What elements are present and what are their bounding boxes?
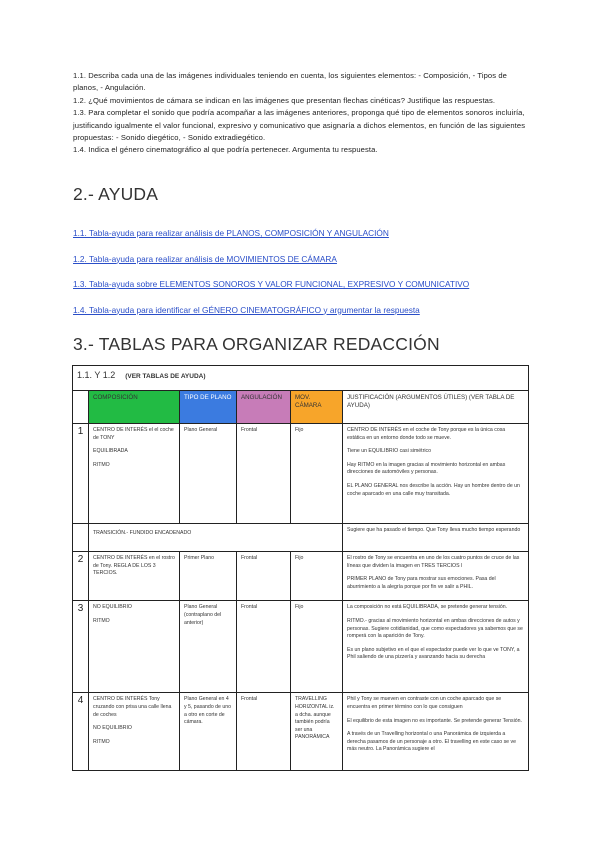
help-link-sonoros[interactable]: 1.3. Tabla-ayuda sobre ELEMENTOS SONOROS Y VALOR FUNCIONAL, EXPRESIVO Y COMUNICATIVO bbox=[73, 279, 470, 289]
cell-composicion bbox=[89, 693, 180, 771]
row-number: 3 bbox=[73, 601, 89, 693]
row-number: 4 bbox=[73, 693, 89, 771]
cell-text: RITMO.- gracias al movimiento horizontal en ambas direcciones de autos y personas. Sugiere cotidianidad, que como espectadores ya sabemos que se romperá con la aparición de Tony. bbox=[347, 617, 523, 640]
header-mov-camara: MOV. CÁMARA bbox=[291, 391, 343, 424]
help-link-genero[interactable]: 1.4. Tabla-ayuda para identificar el GÉNERO CINEMATOGRÁFICO y argumentar la respuesta bbox=[73, 304, 420, 315]
row-number-empty bbox=[73, 524, 89, 552]
instruction-1-1: 1.1. Describa cada una de las imágenes individuales teniendo en cuenta, los siguientes elementos: - Composición, - Tipos de planos, - Angulación. bbox=[73, 71, 508, 93]
cell-text: CENTRO DE INTERÉS Tony cruzando con prisa una calle llena de coches bbox=[93, 696, 172, 718]
cell-angulacion: Frontal bbox=[237, 424, 291, 524]
row-number: 1 bbox=[73, 424, 89, 524]
cell-text: EL PLANO GENERAL nos describe la acción. Hay un hombre dentro de un coche aparcado en una calle muy transitada. bbox=[347, 482, 520, 497]
transition-row bbox=[73, 524, 529, 552]
table-row bbox=[73, 693, 529, 771]
table-row bbox=[73, 552, 529, 601]
cell-angulacion: Frontal bbox=[237, 601, 291, 693]
table-title bbox=[73, 366, 529, 391]
cell-composicion: CENTRO DE INTERÉS en el rostro de Tony. REGLA DE LOS 3 TERCIOS. bbox=[89, 552, 180, 601]
cell-text: PRIMER PLANO de Tony para mostrar sus emociones. Pasa del aburrimiento a la alegría porque por fin ve salir a PHIL. bbox=[347, 576, 496, 590]
cell-text: CENTRO DE INTERÉS en el coche de Tony porque es la única cosa estática en un entorno donde todo se mueve. bbox=[347, 427, 506, 441]
table-row bbox=[73, 601, 529, 693]
header-composicion: COMPOSICIÓN bbox=[89, 391, 180, 424]
cell-text: RITMO bbox=[93, 738, 110, 745]
cell-tipo-plano: Primer Plano bbox=[180, 552, 237, 601]
cell-text: Es un plano subjetivo en el que el espectador puede ver lo que ve TONY, a Phil saliendo de una pizzería y avanzando hacia su derecha bbox=[347, 646, 520, 661]
cell-text: La composición no está EQUILIBRADA, se pretende generar tensión. bbox=[347, 604, 508, 611]
help-link-planos[interactable]: 1.1. Tabla-ayuda para realizar análisis de PLANOS, COMPOSICIÓN Y ANGULACIÓN bbox=[73, 228, 389, 238]
cell-composicion bbox=[89, 424, 180, 524]
cell-text: EQUILIBRADA bbox=[93, 448, 128, 455]
help-links-list bbox=[73, 227, 469, 329]
cell-text: RITMO bbox=[93, 617, 110, 624]
header-angulacion: ANGULACIÓN bbox=[237, 391, 291, 424]
cell-text: NO EQUILIBRIO bbox=[93, 725, 132, 732]
cell-mov-camara: TRAVELLING HORIZONTAL iz. a dcha. aunque también podría ser una PANORÁMICA bbox=[291, 693, 343, 771]
cell-text: A través de un Travelling horizontal o una Panorámica de izquierda a derecha pasamos de un personaje a otro. El travelling en este caso se ve más neutro. La Panorámica sugiere el bbox=[347, 731, 516, 753]
cell-angulacion: Frontal bbox=[237, 693, 291, 771]
help-link-movimientos[interactable]: 1.2. Tabla-ayuda para realizar análisis de MOVIMIENTOS DE CÁMARA bbox=[73, 253, 337, 264]
cell-justificacion: Sugiere que ha pasado el tiempo. Que Tony lleva mucho tiempo esperando bbox=[343, 524, 529, 552]
cell-angulacion: Frontal bbox=[237, 552, 291, 601]
header-justificacion: JUSTIFICACIÓN (ARGUMENTOS ÚTILES) (VER TABLA DE AYUDA) bbox=[343, 391, 529, 424]
section-2-heading: 2.- AYUDA bbox=[73, 184, 159, 204]
section-3-heading: 3.- TABLAS PARA ORGANIZAR REDACCIÓN bbox=[73, 334, 440, 354]
cell-text: Tiene un EQUILIBRIO casi simétrico bbox=[347, 448, 431, 455]
cell-text: Hay RITMO en la imagen gracias al movimiento horizontal en ambas direcciones de automóviles y personas. bbox=[347, 461, 506, 476]
cell-text: El rostro de Tony se encuentra en uno de los cuatro puntos de cruce de las líneas que dividen la imagen en TRES TERCIOS l bbox=[347, 555, 520, 569]
cell-tipo-plano: Plano General (contraplano del anterior) bbox=[180, 601, 237, 693]
header-empty bbox=[73, 391, 89, 424]
cell-composicion bbox=[89, 601, 180, 693]
row-number: 2 bbox=[73, 552, 89, 601]
cell-text: Phil y Tony se mueven en contraste con un coche aparcado que se encuentra en primer término con lo que consiguen bbox=[347, 696, 502, 710]
cell-tipo-plano: Plano General en 4 y 5, pasando de uno a otro en corte de cámara. bbox=[180, 693, 237, 771]
cell-justificacion bbox=[343, 552, 529, 601]
table-title-text: 1.1. Y 1.2 bbox=[77, 370, 116, 380]
instruction-1-2: 1.2. ¿Qué movimientos de cámara se indican en las imágenes que presentan flechas cinéticas? Justifique las respuestas. bbox=[73, 95, 496, 105]
cell-text: NO EQUILIBRIO bbox=[93, 604, 132, 611]
instruction-1-3: 1.3. Para completar el sonido que podría acompañar a las imágenes anteriores, proponga qué tipo de elementos sonoros incluiría, justificando igualmente el valor funcional, expresivo y comunicativo que asignaría a dichos elementos, en función de las siguientes propuestas: - Sonido diegético, - Sonido extradiegético. bbox=[73, 108, 526, 143]
instructions-block bbox=[73, 70, 533, 157]
cell-mov-camara: Fijo bbox=[291, 601, 343, 693]
cell-transition: TRANSICIÓN.- FUNDIDO ENCADENADO bbox=[89, 524, 343, 552]
analysis-table bbox=[72, 365, 529, 771]
cell-text: El equilibrio de esta imagen no es importante. Se pretende generar Tensión. bbox=[347, 717, 522, 724]
cell-text: RITMO bbox=[93, 461, 110, 468]
instruction-1-4: 1.4. Indica el género cinematográfico al que podría pertenecer. Argumenta tu respuesta. bbox=[73, 145, 378, 155]
header-tipo-plano: TIPO DE PLANO bbox=[180, 391, 237, 424]
cell-text: CENTRO DE INTERÉS el el coche de TONY bbox=[93, 427, 174, 441]
cell-mov-camara: Fijo bbox=[291, 424, 343, 524]
cell-justificacion bbox=[343, 693, 529, 771]
cell-justificacion bbox=[343, 424, 529, 524]
table-row bbox=[73, 424, 529, 524]
cell-justificacion bbox=[343, 601, 529, 693]
table-title-note: (VER TABLAS DE AYUDA) bbox=[125, 373, 206, 380]
table-header-row bbox=[73, 391, 529, 424]
cell-mov-camara: Fijo bbox=[291, 552, 343, 601]
cell-tipo-plano: Plano General bbox=[180, 424, 237, 524]
